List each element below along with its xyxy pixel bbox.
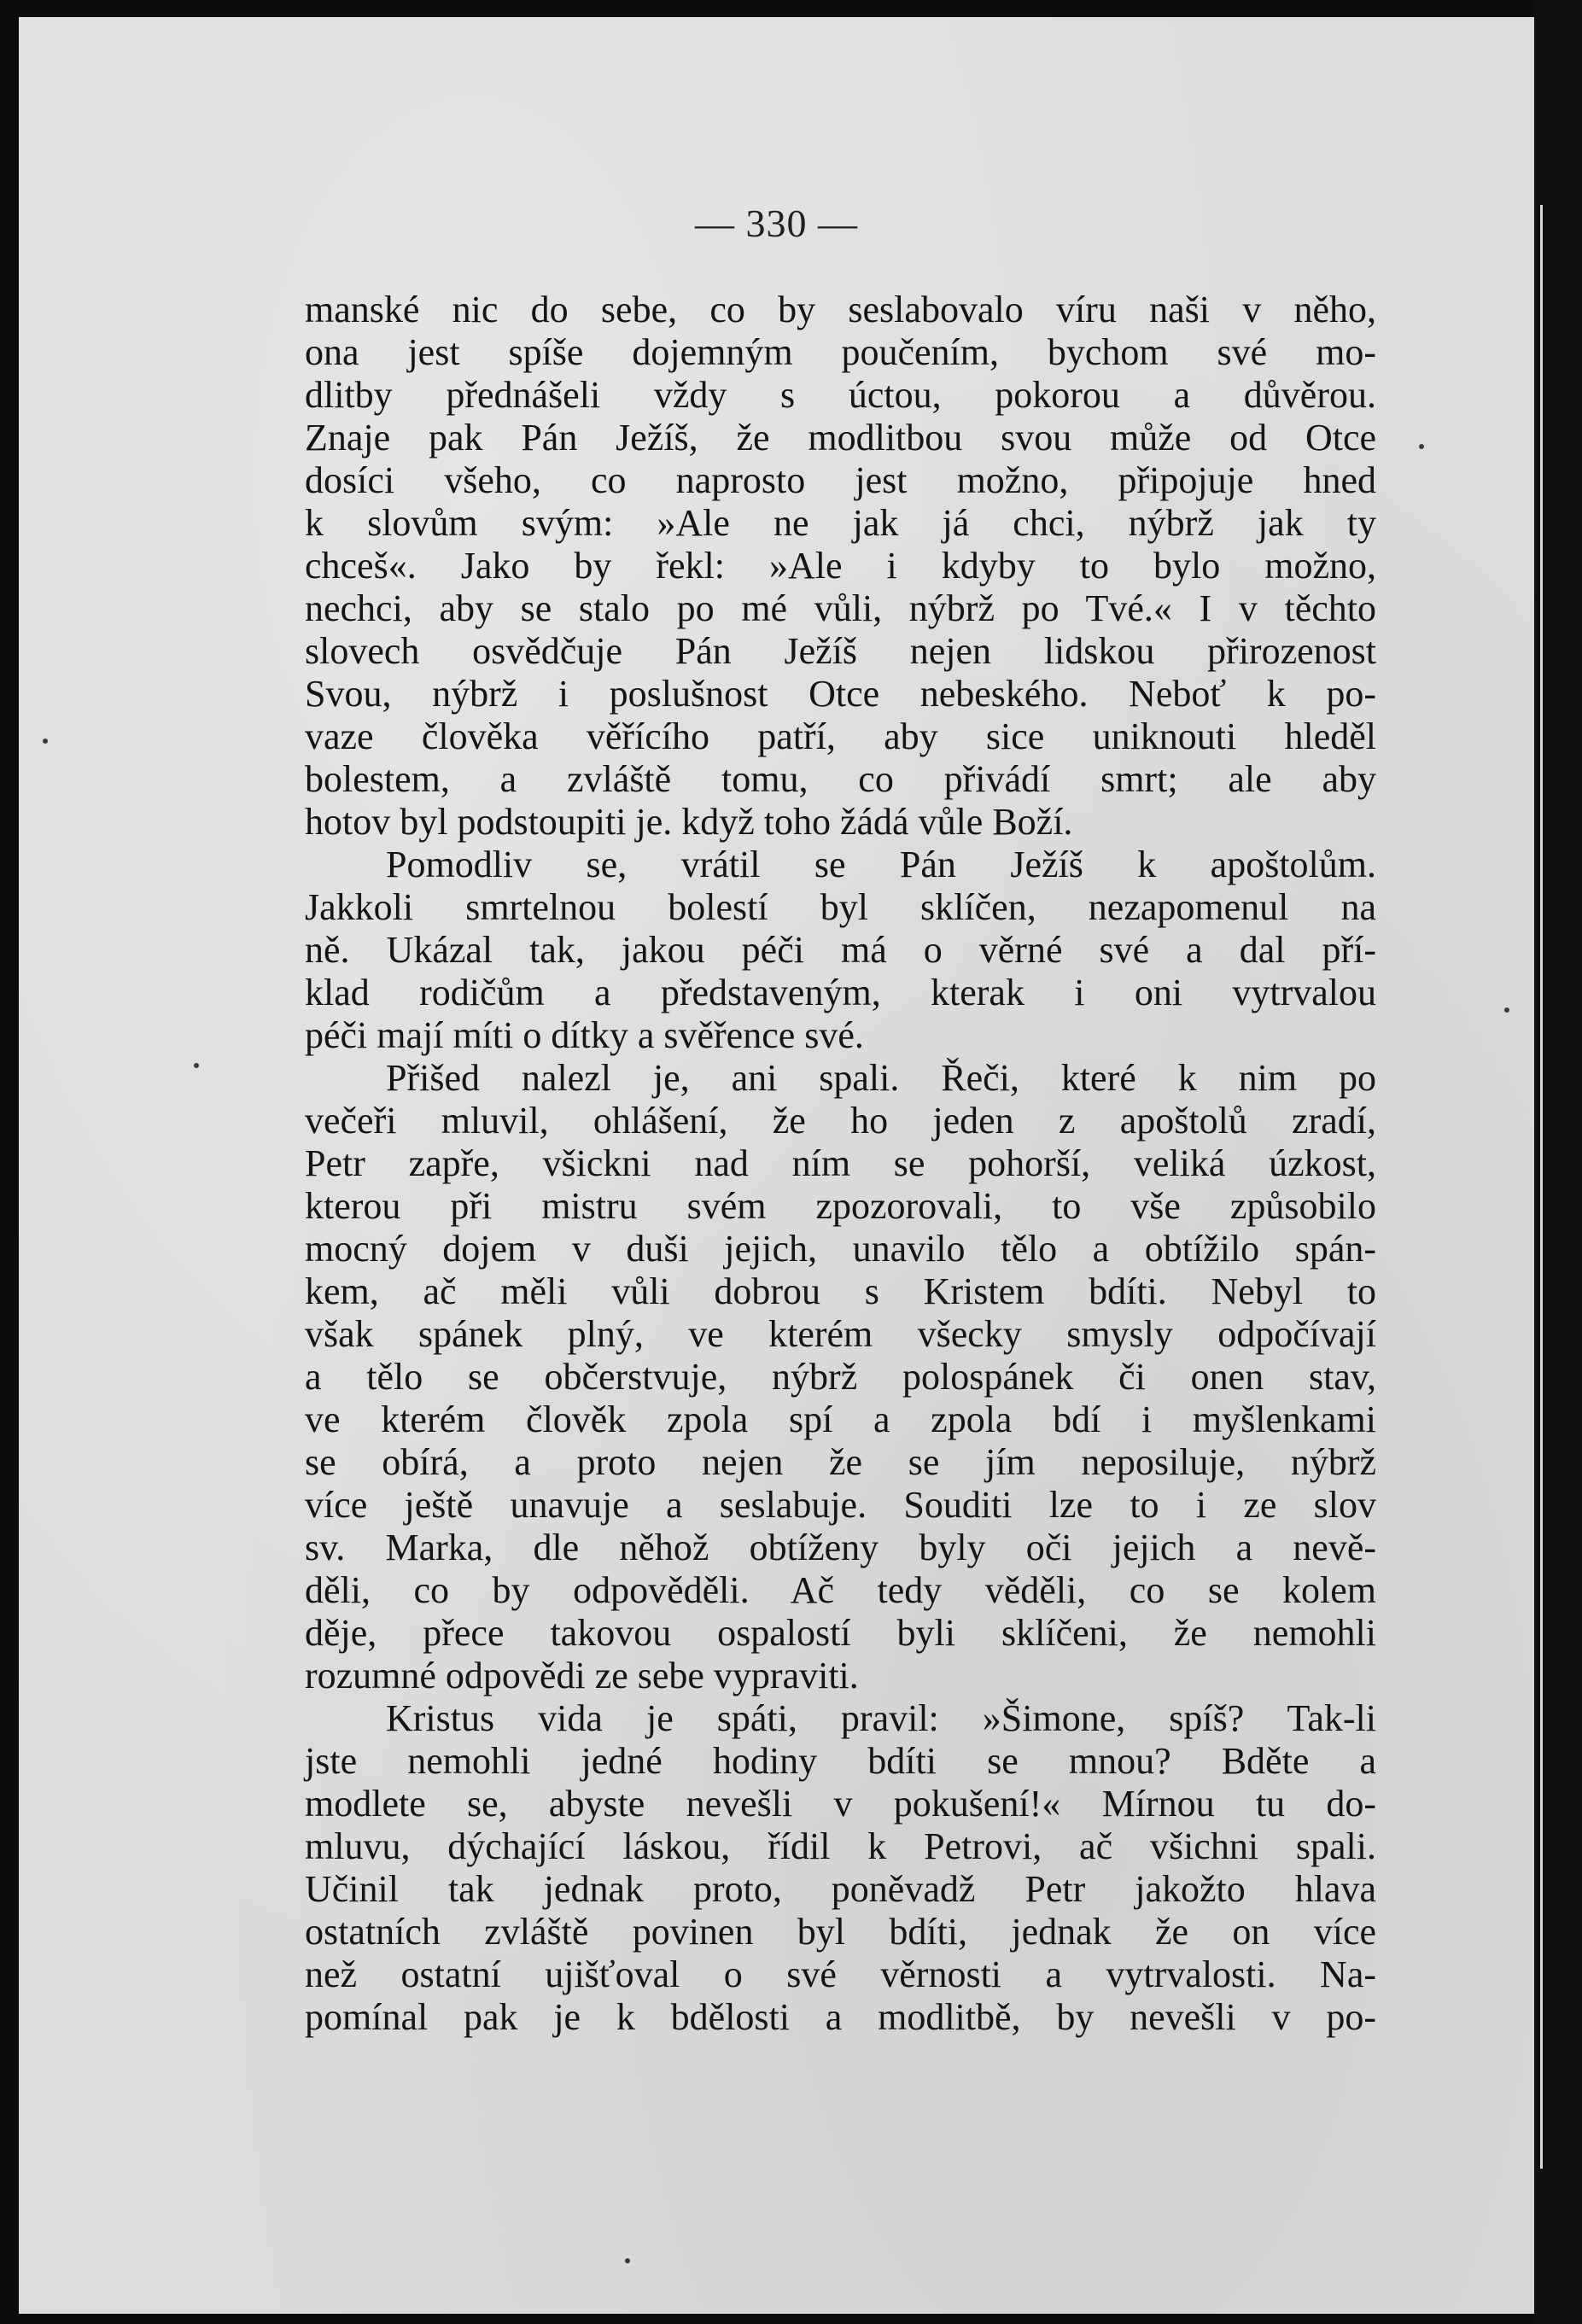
text-line: děje, přece takovou ospalostí byli sklíčeni, že nemohli xyxy=(305,1612,1376,1654)
book-page xyxy=(19,17,1534,2314)
text-line: ně. Ukázal tak, jakou péči má o věrné své a dal pří- xyxy=(305,929,1376,971)
text-line: klad rodičům a představeným, kterak i oni vytrvalou xyxy=(305,972,1376,1013)
text-line: pomínal pak je k bdělosti a modlitbě, by nevešli v po- xyxy=(305,1996,1376,2038)
text-line: nechci, aby se stalo po mé vůli, nýbrž po Tvé.« I v těchto xyxy=(305,587,1376,629)
text-line: kterou při mistru svém zpozorovali, to vše způsobilo xyxy=(305,1185,1376,1227)
text-line: chceš«. Jako by řekl: »Ale i kdyby to bylo možno, xyxy=(305,545,1376,587)
text-line: hotov byl podstoupiti je. když toho žádá vůle Boží. xyxy=(305,801,1073,843)
text-line: večeři mluvil, ohlášení, že ho jeden z apoštolů zradí, xyxy=(305,1100,1376,1142)
text-line: Přišed nalezl je, ani spali. Řeči, které k nim po xyxy=(386,1057,1376,1099)
speck xyxy=(1419,444,1424,449)
text-line: Svou, nýbrž i poslušnost Otce nebeského. Neboť k po- xyxy=(305,673,1376,715)
speck xyxy=(194,1063,199,1068)
text-line: bolestem, a zvláště tomu, co přivádí smrt; ale aby xyxy=(305,758,1376,800)
text-line: dlitby přednášeli vždy s úctou, pokorou a důvěrou. xyxy=(305,374,1376,416)
text-line: ona jest spíše dojemným poučením, bychom své mo- xyxy=(305,331,1376,373)
text-line: ve kterém člověk zpola spí a zpola bdí i myšlenkami xyxy=(305,1398,1376,1440)
text-line: jste nemohli jedné hodiny bdíti se mnou? Bděte a xyxy=(305,1740,1376,1782)
body-text xyxy=(305,289,1376,2039)
text-line: Učinil tak jednak proto, poněvadž Petr jakožto hlava xyxy=(305,1868,1376,1910)
page-number: — 330 — xyxy=(695,201,858,245)
text-line: rozumné odpovědi ze sebe vypraviti. xyxy=(305,1655,859,1696)
text-line: více ještě unavuje a seslabuje. Souditi lze to i ze slov xyxy=(305,1484,1376,1526)
text-line: manské nic do sebe, co by seslabovalo víru naši v něho, xyxy=(305,289,1376,330)
text-line: sv. Marka, dle něhož obtíženy byly oči jejich a nevě- xyxy=(305,1527,1376,1568)
speck xyxy=(625,2258,630,2263)
text-line: se obírá, a proto nejen že se jím neposiluje, nýbrž xyxy=(305,1441,1376,1483)
text-line: péči mají míti o dítky a svěřence své. xyxy=(305,1014,864,1056)
text-line: kem, ač měli vůli dobrou s Kristem bdíti. Nebyl to xyxy=(305,1270,1376,1312)
text-line: k slovům svým: »Ale ne jak já chci, nýbrž jak ty xyxy=(305,502,1376,544)
speck xyxy=(1504,1007,1509,1013)
text-line: dosíci všeho, co naprosto jest možno, připojuje hned xyxy=(305,459,1376,501)
speck xyxy=(43,739,48,744)
text-line: Jakkoli smrtelnou bolestí byl sklíčen, nezapomenul na xyxy=(305,886,1376,928)
text-line: Znaje pak Pán Ježíš, že modlitbou svou může od Otce xyxy=(305,417,1376,458)
text-line: mluvu, dýchající láskou, řídil k Petrovi, ač všichni spali. xyxy=(305,1825,1376,1867)
text-line: slovech osvědčuje Pán Ježíš nejen lidskou přirozenost xyxy=(305,630,1376,672)
binding-edge xyxy=(1540,205,1543,2169)
text-line: Kristus vida je spáti, pravil: »Šimone, spíš? Tak-li xyxy=(386,1697,1376,1739)
text-line: Petr zapře, všickni nad ním se pohorší, veliká úzkost, xyxy=(305,1142,1376,1184)
text-line: mocný dojem v duši jejich, unavilo tělo a obtížilo spán- xyxy=(305,1228,1376,1270)
text-line: ostatních zvláště povinen byl bdíti, jednak že on více xyxy=(305,1911,1376,1953)
text-line: modlete se, abyste nevešli v pokušení!« Mírnou tu do- xyxy=(305,1783,1376,1825)
text-line: Pomodliv se, vrátil se Pán Ježíš k apoštolům. xyxy=(386,844,1376,885)
text-line: vaze člověka věřícího patří, aby sice uniknouti hleděl xyxy=(305,715,1376,757)
text-line: děli, co by odpověděli. Ač tedy věděli, co se kolem xyxy=(305,1569,1376,1611)
text-line: a tělo se občerstvuje, nýbrž polospánek či onen stav, xyxy=(305,1356,1376,1398)
text-line: však spánek plný, ve kterém všecky smysly odpočívají xyxy=(305,1313,1376,1355)
text-line: než ostatní ujišťoval o své věrnosti a vytrvalosti. Na- xyxy=(305,1953,1376,1995)
